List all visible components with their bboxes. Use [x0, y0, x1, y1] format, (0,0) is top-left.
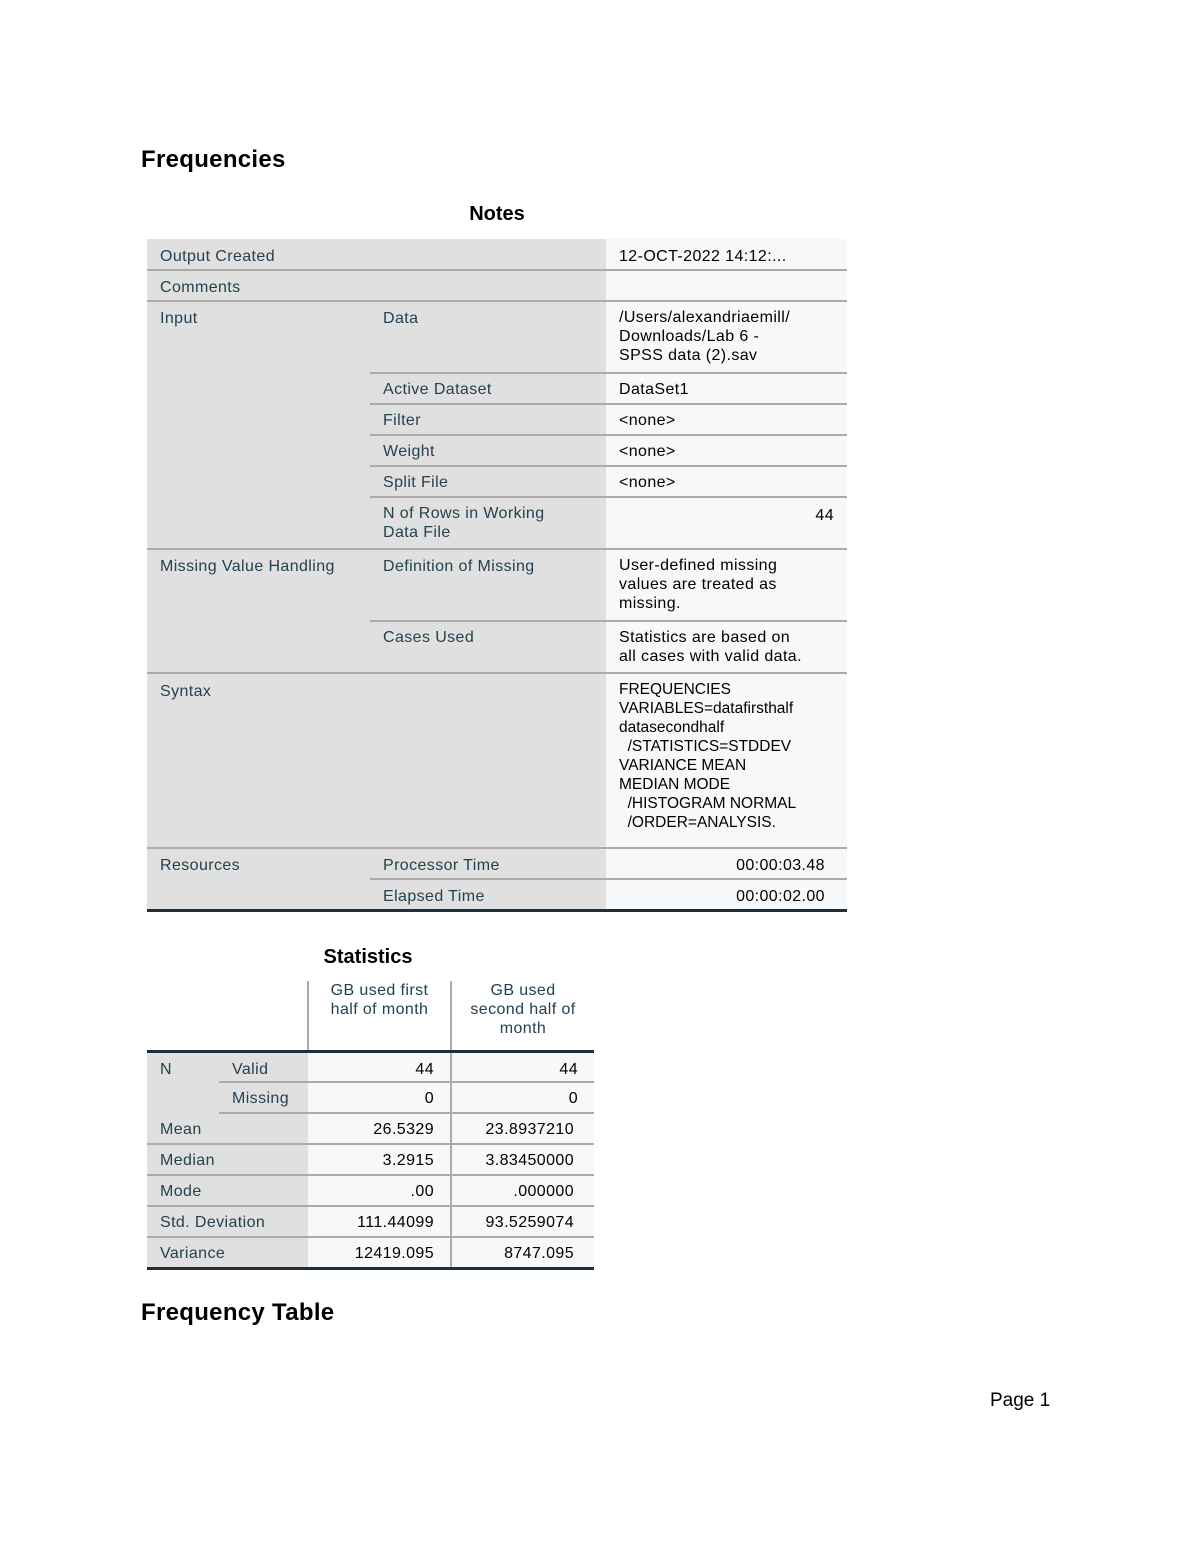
input-label: Input — [147, 301, 370, 549]
statistics-corner — [147, 981, 308, 1051]
statistics-table — [147, 981, 594, 1270]
resources-label: Resources — [147, 848, 370, 910]
cases-used-value: Statistics are based on all cases with valid data. — [606, 621, 847, 673]
processor-time-label: Processor Time — [370, 848, 606, 879]
std-first: 111.44099 — [308, 1206, 451, 1237]
definition-label: Definition of Missing — [370, 549, 606, 621]
mean-second: 23.8937210 — [451, 1113, 594, 1144]
median-label: Median — [147, 1144, 308, 1175]
processor-time-value: 00:00:03.48 — [606, 848, 847, 879]
n-label: N — [147, 1051, 219, 1113]
mode-first: .00 — [308, 1175, 451, 1206]
data-value: /Users/alexandriaemill/ Downloads/Lab 6 - SPSS data (2).sav — [606, 301, 847, 373]
split-file-label: Split File — [370, 466, 606, 497]
elapsed-time-value: 00:00:02.00 — [606, 879, 847, 910]
notes-row-definition — [147, 549, 847, 621]
filter-value: <none> — [606, 404, 847, 435]
notes-table — [147, 239, 847, 912]
weight-label: Weight — [370, 435, 606, 466]
stats-row-median — [147, 1144, 594, 1175]
valid-second: 44 — [451, 1051, 594, 1082]
col-header-second-half: GB used second half of month — [451, 981, 594, 1051]
split-file-value: <none> — [606, 466, 847, 497]
cases-used-label: Cases Used — [370, 621, 606, 673]
notes-row-processor-time — [147, 848, 847, 879]
notes-title: Notes — [469, 203, 525, 225]
page-number: Page 1 — [990, 1390, 1051, 1411]
notes-row-data — [147, 301, 847, 373]
active-dataset-value: DataSet1 — [606, 373, 847, 404]
statistics-header-row — [147, 981, 594, 1051]
variance-second: 8747.095 — [451, 1237, 594, 1268]
mode-second: .000000 — [451, 1175, 594, 1206]
mean-label: Mean — [147, 1113, 308, 1144]
elapsed-time-label: Elapsed Time — [370, 879, 606, 910]
output-created-value: 12-OCT-2022 14:12:... — [606, 239, 847, 270]
missing-first: 0 — [308, 1082, 451, 1113]
notes-row-comments — [147, 270, 847, 301]
definition-value: User-defined missing values are treated as missing. — [606, 549, 847, 621]
missing-label: Missing — [219, 1082, 308, 1113]
notes-row-output-created — [147, 239, 847, 270]
stats-row-variance — [147, 1237, 594, 1268]
statistics-title: Statistics — [323, 946, 413, 968]
syntax-value: FREQUENCIES VARIABLES=datafirsthalf datasecondhalf /STATISTICS=STDDEV VARIANCE MEAN MEDIAN MODE /HISTOGRAM NORMAL /ORDER=ANALYSIS. — [606, 673, 847, 848]
frequency-table-heading: Frequency Table — [141, 1299, 335, 1326]
missing-second: 0 — [451, 1082, 594, 1113]
output-created-label: Output Created — [147, 239, 606, 270]
std-second: 93.5259074 — [451, 1206, 594, 1237]
col-header-first-half: GB used first half of month — [308, 981, 451, 1051]
active-dataset-label: Active Dataset — [370, 373, 606, 404]
data-label: Data — [370, 301, 606, 373]
valid-label: Valid — [219, 1051, 308, 1082]
notes-row-syntax — [147, 673, 847, 848]
stats-row-std — [147, 1206, 594, 1237]
page-heading: Frequencies — [141, 146, 286, 173]
mode-label: Mode — [147, 1175, 308, 1206]
filter-label: Filter — [370, 404, 606, 435]
n-rows-value: 44 — [606, 497, 847, 549]
stats-row-mode — [147, 1175, 594, 1206]
n-rows-label: N of Rows in Working Data File — [370, 497, 606, 549]
variance-first: 12419.095 — [308, 1237, 451, 1268]
syntax-label: Syntax — [147, 673, 606, 848]
comments-label: Comments — [147, 270, 606, 301]
valid-first: 44 — [308, 1051, 451, 1082]
mean-first: 26.5329 — [308, 1113, 451, 1144]
stats-row-mean — [147, 1113, 594, 1144]
median-second: 3.83450000 — [451, 1144, 594, 1175]
stats-row-valid — [147, 1051, 594, 1082]
variance-label: Variance — [147, 1237, 308, 1268]
std-label: Std. Deviation — [147, 1206, 308, 1237]
missing-value-handling-label: Missing Value Handling — [147, 549, 370, 673]
median-first: 3.2915 — [308, 1144, 451, 1175]
weight-value: <none> — [606, 435, 847, 466]
comments-value — [606, 270, 847, 301]
